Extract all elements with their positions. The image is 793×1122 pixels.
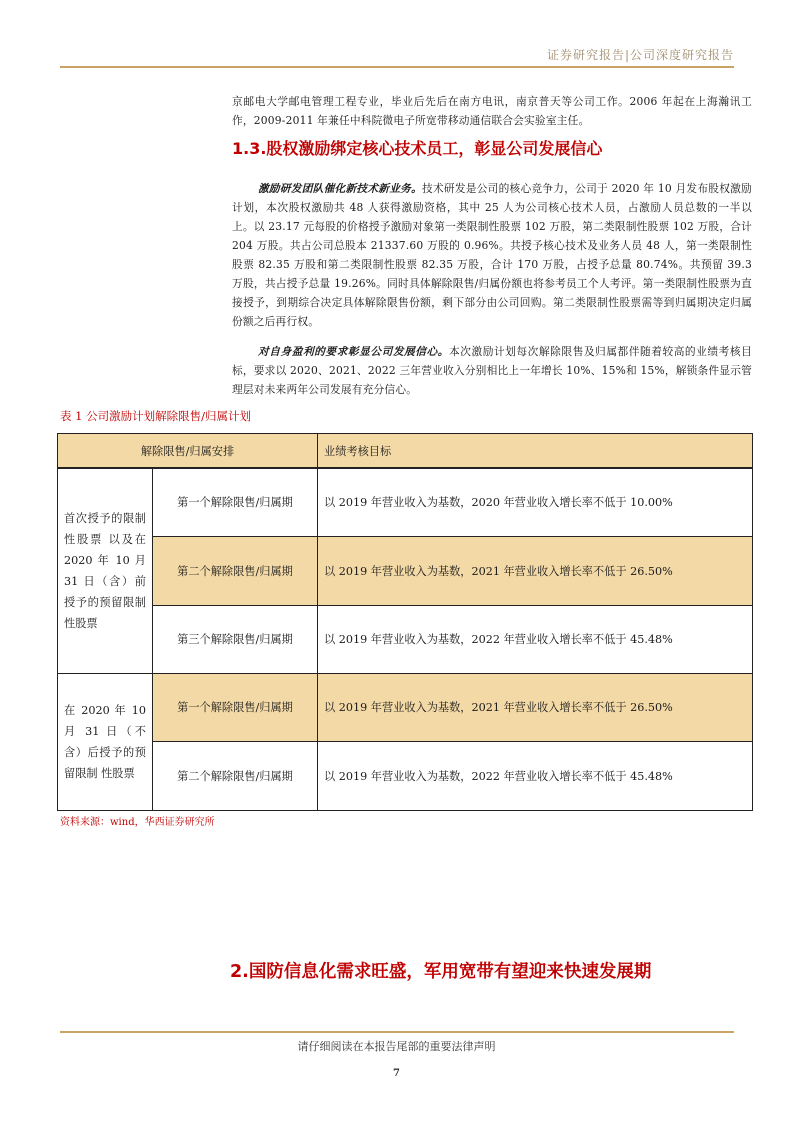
period-cell: 第一个解除限售/归属期 bbox=[153, 673, 318, 741]
target-cell: 以 2019 年营业收入为基数，2021 年营业收入增长率不低于 26.50% bbox=[318, 536, 753, 605]
paragraph-incentive-team bbox=[232, 179, 752, 331]
table-caption: 表 1 公司激励计划解除限售/归属计划 bbox=[60, 409, 252, 423]
report-header: 证券研究报告|公司深度研究报告 bbox=[546, 48, 734, 62]
paragraph-lead: 对自身盈利的要求彰显公司发展信心。 bbox=[258, 345, 449, 358]
period-cell: 第二个解除限售/归属期 bbox=[153, 741, 318, 810]
paragraph-profit-target bbox=[232, 342, 752, 399]
legal-disclaimer-note: 请仔细阅读在本报告尾部的重要法律声明 bbox=[297, 1040, 496, 1053]
header-divider bbox=[60, 66, 734, 68]
page-number: 7 bbox=[393, 1068, 400, 1079]
section-title-2: 2.国防信息化需求旺盛，军用宽带有望迎来快速发展期 bbox=[230, 962, 652, 982]
incentive-plan-table bbox=[57, 433, 753, 811]
table-header-row bbox=[58, 434, 753, 469]
footer-divider bbox=[60, 1031, 734, 1033]
period-cell: 第一个解除限售/归属期 bbox=[153, 468, 318, 536]
table-row bbox=[58, 741, 753, 810]
section-title-1-3: 1.3.股权激励绑定核心技术员工，彰显公司发展信心 bbox=[232, 139, 603, 158]
table-row bbox=[58, 468, 753, 536]
target-cell: 以 2019 年营业收入为基数，2021 年营业收入增长率不低于 26.50% bbox=[318, 673, 753, 741]
header-arrangement: 解除限售/归属安排 bbox=[58, 434, 318, 469]
target-cell: 以 2019 年营业收入为基数，2020 年营业收入增长率不低于 10.00% bbox=[318, 468, 753, 536]
paragraph-body: 本次激励计划每次解除限售及归属都伴随着较高的业绩考核目标，要求以 2020、2021、2022 三年营业收入分别相比上一年增长 10%、15%和 15%，解锁条件显示管理层对未来两年公司发展有充分信心。 bbox=[232, 345, 752, 396]
period-cell: 第二个解除限售/归属期 bbox=[153, 536, 318, 605]
table-row bbox=[58, 605, 753, 673]
header-target: 业绩考核目标 bbox=[318, 434, 753, 469]
target-cell: 以 2019 年营业收入为基数，2022 年营业收入增长率不低于 45.48% bbox=[318, 605, 753, 673]
period-cell: 第三个解除限售/归属期 bbox=[153, 605, 318, 673]
table-source: 资料来源：wind，华西证券研究所 bbox=[60, 817, 215, 828]
table-row bbox=[58, 536, 753, 605]
paragraph-body: 技术研发是公司的核心竞争力，公司于 2020 年 10 月发布股权激励计划，本次股权激励共 48 人获得激励资格，其中 25 人为公司核心技术人员，占激励人员总数的一半以上。以 23.17 元每股的价格授予激励对象第一类限制性股票 102 万股，第二类限制性股票 102 万股，合计 204 万股。共占公司总股本 21337.60 万股的 0.96%。共授予核心技术及业务人员 48 人，第一类限制性股票 82.35 万股和第二类限制性股票 82.35 万股，合计 170 万股，占授予总量 80.74%。共预留 39.3 万股，共占授予总量 19.26%。同时具体解除限售/归属份额也将参考员工个人考评。第一类限制性股票为直接授予，到期综合决定具体解除限售份额，剩下部分由公司回购。第二类限制性股票需等到归属期决定归属份额之后再行权。 bbox=[232, 182, 752, 328]
group-label-initial-grant: 首次授予的限制性股票 以及在 2020 年 10 月 31 日（含）前授予的预留限制性股票 bbox=[58, 468, 153, 673]
intro-paragraph: 京邮电大学邮电管理工程专业，毕业后先后在南方电讯，南京普天等公司工作。2006 年起在上海瀚讯工作，2009-2011 年兼任中科院微电子所宽带移动通信联合会实验室主任。 bbox=[232, 95, 752, 127]
target-cell: 以 2019 年营业收入为基数，2022 年营业收入增长率不低于 45.48% bbox=[318, 741, 753, 810]
paragraph-lead: 激励研发团队催化新技术新业务。 bbox=[258, 182, 423, 195]
group-label-reserved-grant: 在 2020 年 10 月 31 日（不含）后授予的预留限制 性股票 bbox=[58, 673, 153, 810]
table-row bbox=[58, 673, 753, 741]
